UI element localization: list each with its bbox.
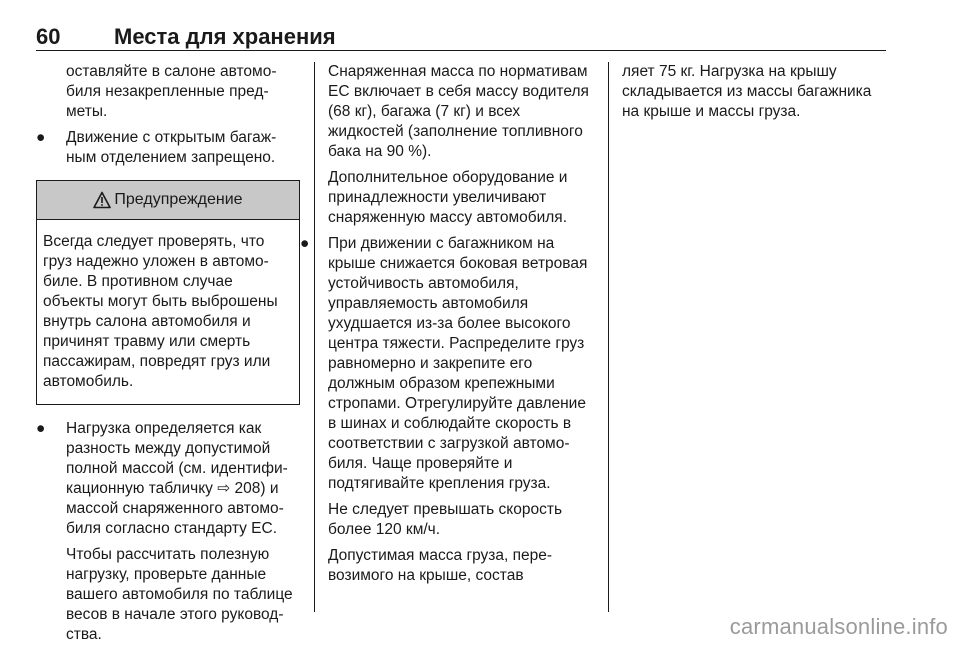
list-item-text: Нагрузка определяется как разность между допустимой полной массой (см. идентификационную табличку ⇨ 208) и массой снаряженного автомобиля согласно стандарту ЕС. [66, 420, 288, 537]
list-item-text: При движении с багажником на крыше снижается боковая ветровая устойчивость автомобиля, управляемость автомобиля ухудшается из-за более высокого центра тяжести. Распределите груз равномерно и закрепите его должным образом крепежными стропами. Отрегулируйте давление в шинах и соблюдайте скорость в соответствии с загрузкой автомобиля. Чаще проверяйте и подтягивайте крепления груза. [328, 235, 588, 492]
warning-title: Предупреждение [114, 191, 243, 208]
warning-text: Всегда следует проверять, что груз надежно уложен в автомобиле. В противном случае объекты могут быть выброшены внутрь салона автомобиля и причинят травму или смерть пассажирам, повредят груз или автомобиль. [43, 233, 278, 390]
paragraph: ляет 75 кг. Нагрузка на крышу складывается из массы багажника на крыше и массы груза. [622, 63, 872, 120]
paragraph: Снаряженная масса по нормативам ЕС включает в себя массу водителя (68 кг), багажа (7 кг) и всех жидкостей (заполнение топливного бака на 90 %). [328, 63, 589, 160]
paragraph: Не следует превышать скорость более 120 км/ч. [328, 501, 563, 538]
bullet-icon: ● [300, 235, 310, 252]
bullet-icon: ● [36, 129, 46, 146]
list-item [36, 419, 300, 539]
list-item [300, 234, 592, 494]
column-1 [36, 62, 300, 651]
warning-box [36, 180, 300, 405]
column-3 [622, 62, 886, 128]
list-item-text: Движение с открытым багажным отделением запрещено. [66, 129, 277, 166]
warning-header [37, 181, 299, 220]
column-divider [608, 62, 609, 612]
continued-paragraph: оставляйте в салоне автомобиля незакрепленные предметы. [66, 63, 277, 120]
list-item-continuation: Чтобы рассчитать полезную нагрузку, проверьте данные вашего автомобиля по таблице весов в начале этого руководства. [66, 546, 293, 643]
column-2 [300, 62, 592, 592]
list-item [36, 128, 300, 168]
bullet-icon: ● [36, 420, 46, 437]
page-number: 60 [36, 24, 61, 49]
paragraph: Дополнительное оборудование и принадлежности увеличивают снаряженную массу автомобиля. [328, 169, 568, 226]
watermark: carmanualsonline.info [729, 614, 948, 639]
paragraph: Допустимая масса груза, перевозимого на крыше, состав [328, 547, 553, 584]
page-title: Места для хранения [114, 24, 336, 49]
page-header [36, 22, 886, 51]
warning-icon [93, 191, 111, 209]
